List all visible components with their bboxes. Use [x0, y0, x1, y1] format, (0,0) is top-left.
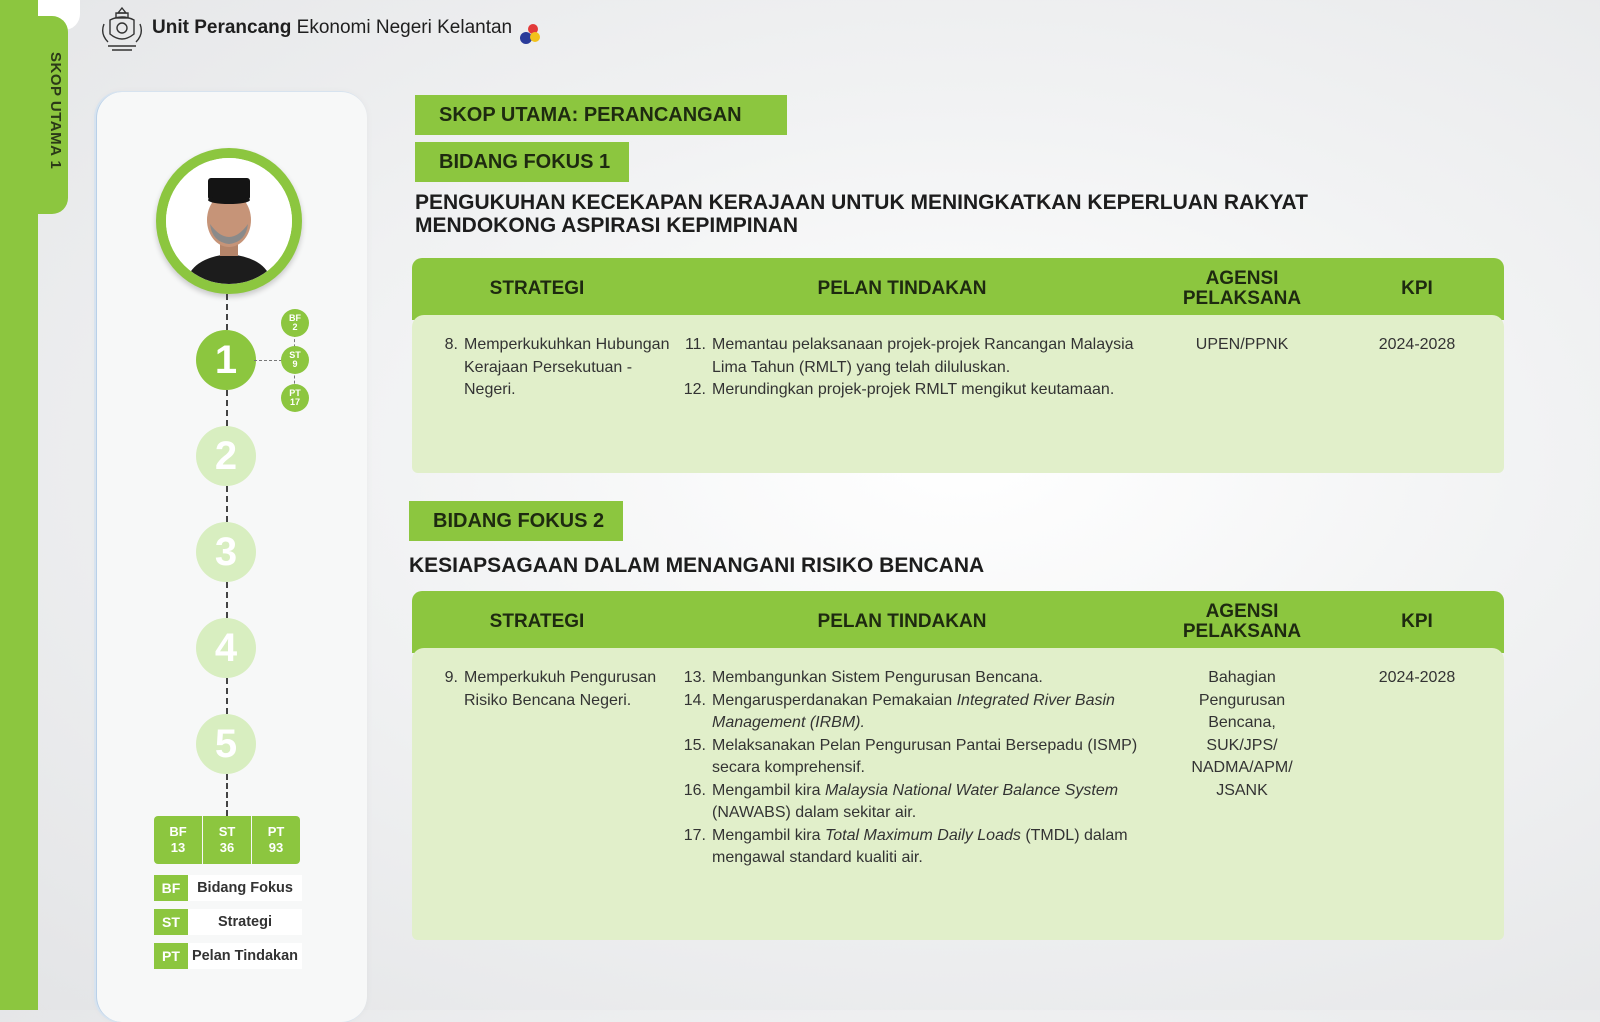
action-text-post: (TMDL) dalam mengawal standard kualiti air. [712, 826, 1128, 866]
action-item [678, 334, 1138, 379]
step-5[interactable]: 5 [196, 714, 256, 774]
state-crest-icon [96, 2, 148, 54]
total-value: 93 [268, 840, 284, 855]
action-item [678, 379, 1138, 402]
agency-line: NADMA/APM/ [1191, 759, 1293, 776]
col-strategi: STRATEGI [489, 611, 585, 632]
timeline-connector [226, 390, 228, 426]
action-text: Merundingkan projek-projek RMLT mengikut keutamaan. [712, 381, 1115, 398]
strategy-item [430, 667, 670, 712]
strategy-number: 9. [444, 669, 458, 686]
action-text: Membangunkan Sistem Pengurusan Bencana. [712, 669, 1043, 686]
mini-badge-bf [281, 309, 309, 337]
action-cell [678, 667, 1138, 870]
legend-row [154, 909, 302, 935]
focus-area-tag-2: BIDANG FOKUS 2 [409, 501, 623, 541]
action-text: Memantau pelaksanaan projek-projek Rancangan Malaysia Lima Tahun (RMLT) yang telah diluluskan. [712, 336, 1134, 376]
strategy-text: Memperkukuhkan Hubungan Kerajaan Persekutuan - Negeri. [464, 336, 670, 398]
legend-label: Bidang Fokus [197, 880, 293, 896]
legend-key: BF [154, 875, 188, 901]
total-key: PT [267, 824, 285, 839]
total-value: 36 [219, 840, 235, 855]
col-kpi: KPI [1401, 278, 1433, 299]
action-text-pre: Mengambil kira [712, 781, 825, 799]
strategy-number: 8. [444, 336, 458, 353]
col-agensi: AGENSI PELAKSANA [1182, 268, 1302, 309]
table-body-1 [412, 315, 1504, 473]
strategy-item [430, 334, 670, 402]
agency-line: Bencana, [1208, 714, 1276, 731]
scope-side-tab-label: SKOP UTAMA 1 [47, 52, 64, 170]
action-text: Melaksanakan Pelan Pengurusan Pantai Bersepadu (ISMP) secara komprehensif. [712, 736, 1138, 776]
brand-rest: Ekonomi Negeri Kelantan [296, 17, 513, 38]
legend-row [154, 875, 302, 901]
strategy-cell [430, 667, 670, 712]
strategy-cell [430, 334, 670, 402]
action-text-post: (NAWABS) dalam sekitar air. [712, 804, 917, 821]
action-item [678, 825, 1138, 870]
col-kpi: KPI [1401, 611, 1433, 632]
action-text [712, 690, 1138, 735]
step-4[interactable]: 4 [196, 618, 256, 678]
action-text-italic: Malaysia National Water Balance System [824, 781, 1119, 799]
header [96, 0, 544, 56]
mini-badge-pt [281, 384, 309, 412]
action-text [712, 780, 1138, 825]
strategy-text: Memperkukuh Pengurusan Risiko Bencana Negeri. [464, 669, 657, 709]
kpi-cell: 2024-2028 [1378, 669, 1456, 686]
focus-area-title-1 [415, 191, 1515, 237]
mini-key: PT [289, 388, 301, 398]
total-key: ST [218, 824, 236, 839]
action-cell [678, 334, 1138, 402]
mini-key: BF [289, 313, 301, 323]
mini-badge-st [281, 346, 309, 374]
brand-bold: Unit Perancang [152, 17, 292, 38]
brand-title [152, 17, 512, 39]
agency-line: Bahagian [1208, 669, 1276, 686]
scope-tag: SKOP UTAMA: PERANCANGAN [415, 95, 787, 135]
action-text-pre: Mengambil kira [712, 826, 825, 844]
totals-box [154, 816, 300, 864]
table-header-1 [412, 258, 1504, 320]
step-3[interactable]: 3 [196, 522, 256, 582]
action-number: 13. [683, 669, 706, 686]
brand-dots-icon [518, 12, 544, 44]
action-text-italic: Total Maximum Daily Loads [824, 826, 1021, 844]
title-line: PENGUKUHAN KECEKAPAN KERAJAAN UNTUK MENINGKATKAN KEPERLUAN RAKYAT [415, 191, 1308, 214]
left-accent-strip [0, 0, 38, 1010]
legend-key: ST [154, 909, 188, 935]
col-pelan: PELAN TINDAKAN [817, 611, 987, 632]
total-key: BF [169, 824, 187, 839]
agency-line: Pengurusan [1198, 691, 1286, 709]
focus-area-tag-1: BIDANG FOKUS 1 [415, 142, 629, 182]
agency-line: SUK/JPS/ [1206, 736, 1278, 754]
action-number: 16. [683, 781, 706, 799]
table-header-2 [412, 591, 1504, 653]
step-2[interactable]: 2 [196, 426, 256, 486]
total-bf [154, 816, 203, 864]
mini-key: ST [289, 350, 301, 360]
action-item [678, 690, 1138, 735]
action-text-pre: Mengarusperdanakan Pemakaian [712, 691, 957, 709]
agency-cell: UPEN/PPNK [1195, 336, 1289, 353]
agency-cell [1162, 667, 1322, 802]
action-text [712, 825, 1138, 870]
avatar [166, 158, 292, 284]
mini-value: 2 [292, 322, 298, 332]
action-number: 14. [683, 691, 706, 709]
action-text-italic: Integrated River Basin Management (IRBM). [712, 691, 1115, 731]
mini-connector [254, 360, 282, 361]
action-item [678, 780, 1138, 825]
legend-key: PT [154, 943, 188, 969]
step-1[interactable]: 1 [196, 330, 256, 390]
action-number: 17. [683, 826, 706, 844]
table-body-2 [412, 648, 1504, 940]
col-agensi: AGENSI PELAKSANA [1182, 601, 1302, 642]
title-line: MENDOKONG ASPIRASI KEPIMPINAN [415, 214, 799, 237]
col-pelan: PELAN TINDAKAN [817, 278, 987, 299]
mini-value: 9 [292, 359, 298, 369]
legend-label: Strategi [218, 914, 272, 930]
total-pt [252, 816, 300, 864]
action-number: 15. [683, 736, 706, 754]
legend-row [154, 943, 302, 969]
timeline-connector [226, 294, 228, 330]
mini-value: 17 [289, 397, 300, 407]
total-value: 13 [170, 840, 186, 855]
total-st [203, 816, 252, 864]
kpi-cell: 2024-2028 [1378, 336, 1456, 353]
col-strategi: STRATEGI [489, 278, 585, 299]
action-item [678, 735, 1138, 780]
portrait-image [166, 158, 292, 284]
action-number: 12. [683, 381, 706, 398]
action-item [678, 667, 1138, 690]
timeline-connector [226, 678, 228, 714]
focus-area-title-2: KESIAPSAGAAN DALAM MENANGANI RISIKO BENCANA [409, 554, 985, 577]
timeline-connector [226, 486, 228, 522]
agency-line: JSANK [1216, 781, 1268, 799]
action-number: 11. [684, 336, 706, 353]
legend-label: Pelan Tindakan [191, 948, 299, 964]
timeline-connector [226, 774, 228, 816]
timeline-connector [226, 582, 228, 618]
